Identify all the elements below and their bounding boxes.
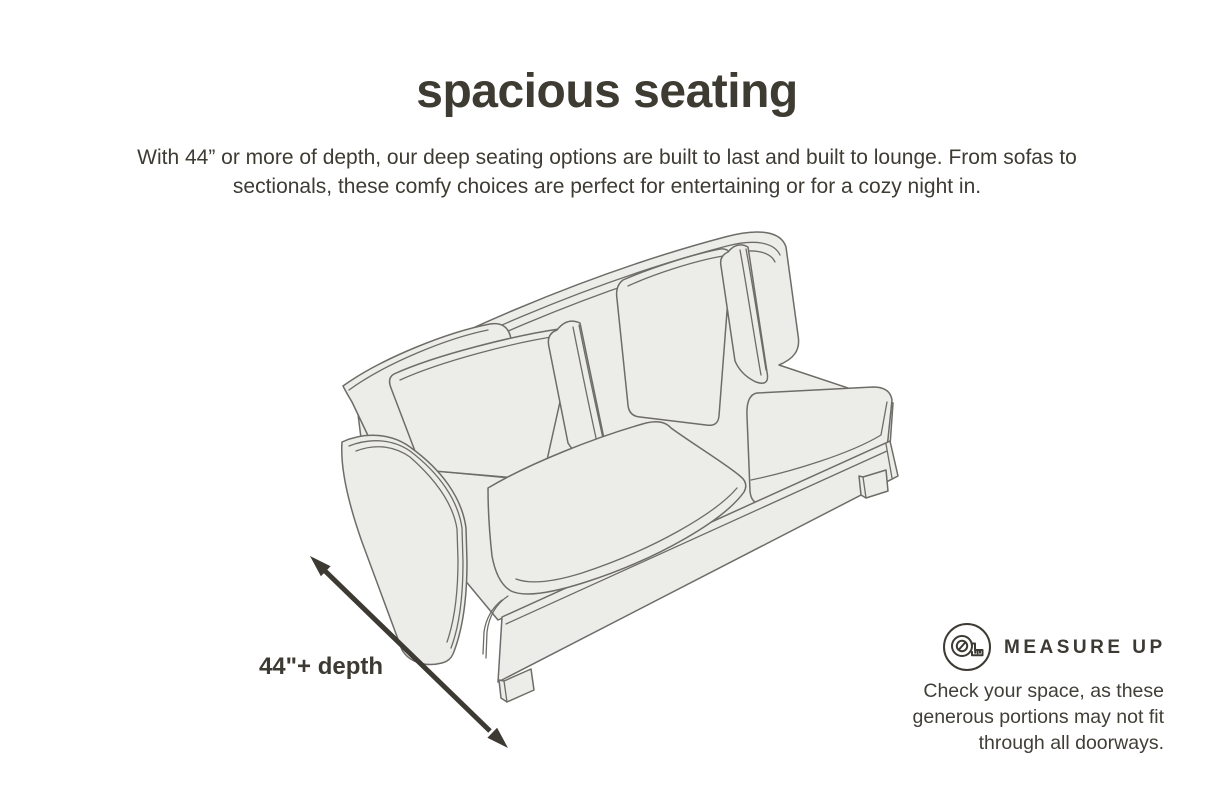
measure-up-body: Check your space, as these generous portions may not fit through all doorways.	[912, 680, 1164, 754]
measure-up-heading: MEASURE UP	[1004, 637, 1166, 658]
page-title: spacious seating	[416, 65, 798, 118]
sofa-pillow-front-right	[617, 249, 731, 425]
depth-dimension-label: 44"+ depth	[258, 653, 384, 680]
intro-paragraph: With 44” or more of depth, our deep seating options are built to last and built to lounge. From sofas to sectionals, these comfy choices are perfect for entertaining or for a cozy night in.	[137, 146, 1077, 198]
tape-measure-icon	[941, 621, 993, 673]
